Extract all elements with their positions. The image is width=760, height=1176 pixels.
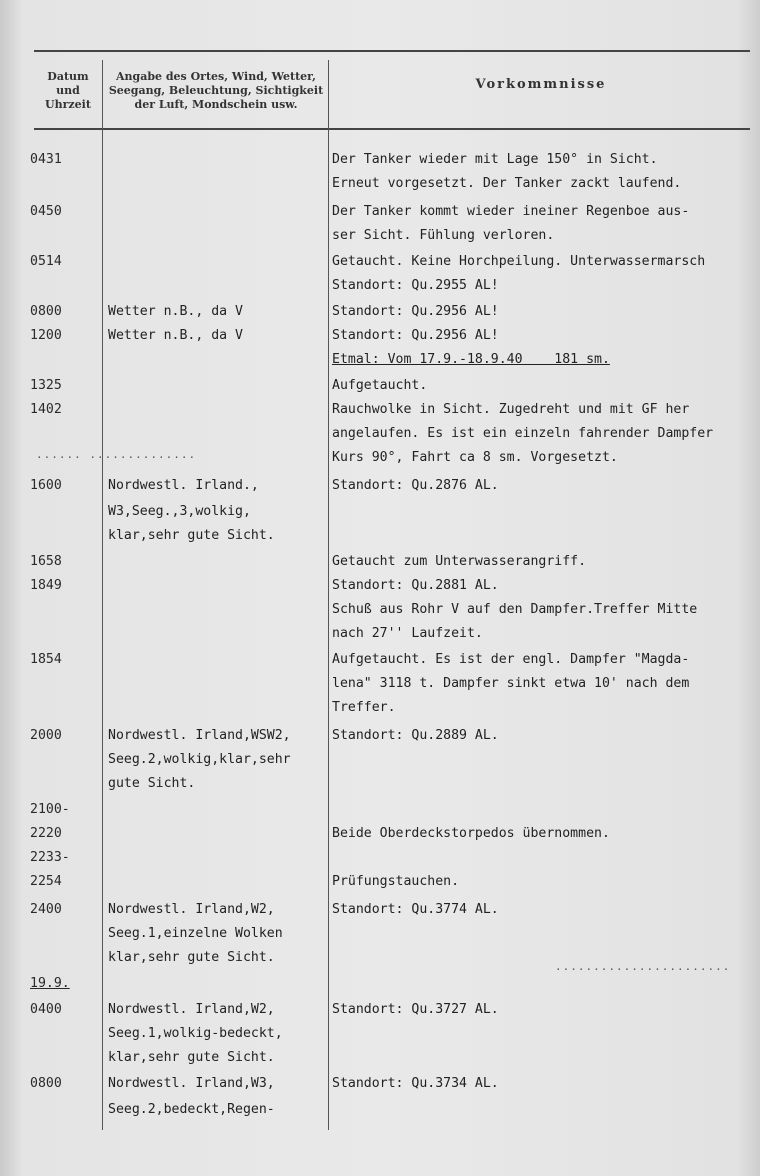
time-cell: 2000 (30, 728, 62, 743)
time-cell: 2400 (30, 902, 62, 917)
time-cell: 0450 (30, 204, 62, 219)
event-cell: Prüfungstauchen. (332, 874, 460, 889)
weather-cell: klar,sehr gute Sicht. (108, 528, 275, 543)
weather-cell: Nordwestl. Irland,W2, (108, 902, 275, 917)
time-cell: 1325 (30, 378, 62, 393)
weather-cell: klar,sehr gute Sicht. (108, 1050, 275, 1065)
weather-cell: Nordwestl. Irland., (108, 478, 259, 493)
separator-dots: ...... .............. (36, 448, 197, 461)
time-cell: 2100- (30, 802, 70, 817)
event-cell: Beide Oberdeckstorpedos übernommen. (332, 826, 610, 841)
separator-dots: ....................... (555, 960, 731, 973)
weather-cell: Seeg.1,wolkig-bedeckt, (108, 1026, 283, 1041)
time-cell: 1200 (30, 328, 62, 343)
event-cell: Kurs 90°, Fahrt ca 8 sm. Vorgesetzt. (332, 450, 618, 465)
weather-cell: Seeg.1,einzelne Wolken (108, 926, 283, 941)
time-cell: 0431 (30, 152, 62, 167)
event-cell: ser Sicht. Fühlung verloren. (332, 228, 555, 243)
event-cell: Standort: Qu.3734 AL. (332, 1076, 499, 1091)
event-cell: lena" 3118 t. Dampfer sinkt etwa 10' nach dem (332, 676, 690, 691)
event-cell: Standort: Qu.2956 AL! (332, 304, 499, 319)
time-cell: 1854 (30, 652, 62, 667)
header-weather (106, 70, 326, 112)
weather-cell: Seeg.2,bedeckt,Regen- (108, 1102, 275, 1117)
event-cell: Standort: Qu.2876 AL. (332, 478, 499, 493)
event-cell: Erneut vorgesetzt. Der Tanker zackt laufend. (332, 176, 682, 191)
event-cell: Getaucht. Keine Horchpeilung. Unterwassermarsch (332, 254, 706, 269)
weather-cell: Wetter n.B., da V (108, 328, 243, 343)
time-cell: 1600 (30, 478, 62, 493)
weather-cell: W3,Seeg.,3,wolkig, (108, 504, 251, 519)
time-cell: 2220 (30, 826, 62, 841)
header-events: Vorkommnisse (475, 77, 607, 92)
event-cell: Aufgetaucht. (332, 378, 428, 393)
header-rule (34, 128, 750, 130)
event-cell: nach 27'' Laufzeit. (332, 626, 483, 641)
header-weather-line: der Luft, Mondschein usw. (134, 98, 298, 111)
header-weather-line: Seegang, Beleuchtung, Sichtigkeit (108, 84, 324, 97)
weather-cell: klar,sehr gute Sicht. (108, 950, 275, 965)
event-cell: Schuß aus Rohr V auf den Dampfer.Treffer Mitte (332, 602, 698, 617)
event-cell: Standort: Qu.2956 AL! (332, 328, 499, 343)
header-time-line: Datum (47, 70, 89, 83)
column-divider-1 (102, 60, 103, 1130)
event-cell: Treffer. (332, 700, 396, 715)
event-cell: Standort: Qu.2881 AL. (332, 578, 499, 593)
time-cell: 1402 (30, 402, 62, 417)
header-weather-line: Angabe des Ortes, Wind, Wetter, (115, 70, 317, 83)
time-cell: 0514 (30, 254, 62, 269)
column-divider-2 (328, 60, 329, 1130)
event-cell: Der Tanker wieder mit Lage 150° in Sicht. (332, 152, 658, 167)
weather-cell: gute Sicht. (108, 776, 196, 791)
time-cell: 2233- (30, 850, 70, 865)
weather-cell: Nordwestl. Irland,W2, (108, 1002, 275, 1017)
time-cell: 1849 (30, 578, 62, 593)
weather-cell: Nordwestl. Irland,WSW2, (108, 728, 291, 743)
time-cell: 0800 (30, 1076, 62, 1091)
weather-cell: Nordwestl. Irland,W3, (108, 1076, 275, 1091)
weather-cell: Seeg.2,wolkig,klar,sehr (108, 752, 291, 767)
time-cell: 1658 (30, 554, 62, 569)
event-cell: Getaucht zum Unterwasserangriff. (332, 554, 587, 569)
event-cell: Der Tanker kommt wieder ineiner Regenboe aus- (332, 204, 690, 219)
header-time-line: Uhrzeit (45, 98, 91, 111)
event-cell: Standort: Qu.2955 AL! (332, 278, 499, 293)
time-cell: 19.9. (30, 976, 70, 991)
event-cell: Standort: Qu.3774 AL. (332, 902, 499, 917)
event-cell: angelaufen. Es ist ein einzeln fahrender Dampfer (332, 426, 714, 441)
time-cell: 0800 (30, 304, 62, 319)
event-cell: Aufgetaucht. Es ist der engl. Dampfer "Magda- (332, 652, 690, 667)
event-cell: Standort: Qu.3727 AL. (332, 1002, 499, 1017)
event-cell: Standort: Qu.2889 AL. (332, 728, 499, 743)
event-cell: Etmal: Vom 17.9.-18.9.40 181 sm. (332, 352, 610, 367)
top-rule (34, 50, 750, 52)
header-time (36, 70, 100, 112)
header-time-line: und (56, 84, 80, 97)
time-cell: 2254 (30, 874, 62, 889)
weather-cell: Wetter n.B., da V (108, 304, 243, 319)
event-cell: Rauchwolke in Sicht. Zugedreht und mit GF her (332, 402, 690, 417)
time-cell: 0400 (30, 1002, 62, 1017)
